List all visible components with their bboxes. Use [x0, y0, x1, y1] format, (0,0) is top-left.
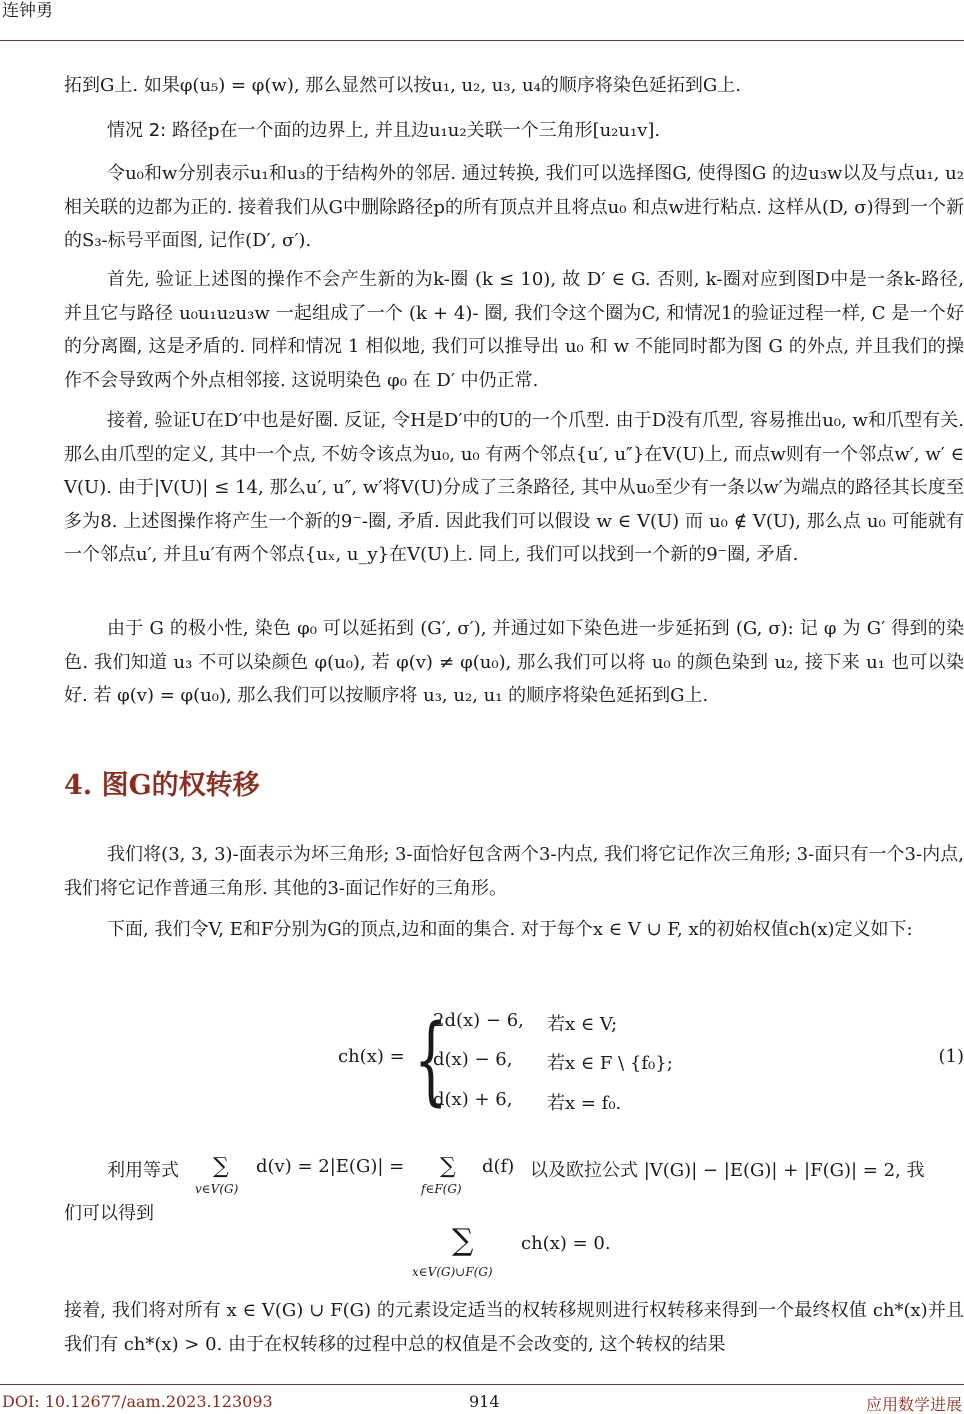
- paragraph-good-cycle: 接着, 验证U在D′中也是好圈. 反证, 令H是D′中的U的一个爪型. 由于D没有爪型, 容易推出u₀, w和爪型有关. 那么由爪型的定义, 其中一个点, 不妨令该点为u₀, u₀ 有两个邻点{u′, u″}在V(U)上, 而点w则有一个邻点w′, w′ ∈ V(U). 由于|V(U)| ≤ 14, 那么u′, u″, w′将V(U)分成了三条路径, 其中从u₀至少有一条以w′为端点的路径其长度至多为8. 上述图操作将产生一个新的9⁻-圈, 矛盾. 因此我们可以假设 w ∈ V(U) 而 u₀ ∉ V(U), 那么点 u₀ 可能就有一个邻点u′, 并且u′有两个邻点{uₓ, u_y}在V(U)上. 同上, 我们可以找到一个新的9⁻圈, 矛盾.: [64, 410, 964, 565]
- case-label: 情况 2:: [107, 120, 167, 141]
- sum-subscript: v∈V(G): [195, 1182, 239, 1196]
- footer-doi[interactable]: DOI: 10.12677/aam.2023.123093: [2, 1392, 273, 1411]
- equation-1-case-cond: 若x ∈ V;: [547, 1014, 618, 1035]
- footer-journal: 应用数学进展: [865, 1395, 962, 1414]
- paragraph-verify-cycle: 首先, 验证上述图的操作不会产生新的为k-圈 (k ≤ 10), 故 D′ ∈ G. 否则, k-圈对应到图D中是一条k-路径, 并且它与路径 u₀u₁u₂u₃w 一起组成了一个 (k + 4)- 圈, 我们令这个圈为C, 和情况1的验证过程一样, C 是一个好的分离圈, 这是矛盾的. 同样和情况 1 相似地, 我们可以推导出 u₀ 和 w 不能同时都为图 G 的外点, 并且我们的操作不会导致两个外点相邻接. 这说明染色 φ₀ 在 D′ 中仍正常.: [64, 269, 964, 391]
- sum-symbol: ∑: [440, 1154, 456, 1179]
- header-author: 连钟勇: [2, 1, 53, 21]
- paragraph-transform: 令u₀和w分别表示u₁和u₃的于结构外的邻居. 通过转换, 我们可以选择图G, 使得图G 的边u₃w以及与点u₁, u₂相关联的边都为正的. 接着我们从G中删除路径p的所有顶点并且将点u₀ 和点w进行粘点. 这样从(D, σ)得到一个新的S₃-标号平面图, 记作(D′, σ′).: [64, 163, 964, 251]
- paragraph-initial-weight: 下面, 我们令V, E和F分别为G的顶点,边和面的集合. 对于每个x ∈ V ∪ F, x的初始权值ch(x)定义如下:: [107, 919, 913, 940]
- sum-symbol: ∑: [452, 1223, 474, 1258]
- sum-symbol: ∑: [213, 1154, 229, 1179]
- sum-line-suffix: 以及欧拉公式 |V(G)| − |E(G)| + |F(G)| = 2, 我: [530, 1160, 925, 1181]
- footer-page-number: 914: [469, 1392, 500, 1411]
- equation-1-lhs: ch(x) =: [338, 1046, 405, 1067]
- section-title: 4. 图G的权转移: [64, 770, 260, 801]
- sum-line-prefix: 利用等式: [107, 1160, 179, 1181]
- sum-line-term2: d(f): [482, 1156, 515, 1177]
- sum-expression: ch(x) = 0.: [521, 1233, 611, 1254]
- equation-1-brace: {: [414, 1004, 448, 1116]
- paragraph-triangles: 我们将(3, 3, 3)-面表示为坏三角形; 3-面恰好包含两个3-内点, 我们将它记作次三角形; 3-面只有一个3-内点, 我们将它记作普通三角形. 其他的3-面记作好的三角形。: [64, 844, 964, 899]
- equation-1-case-expr: 2d(x) − 6,: [433, 1010, 524, 1031]
- equation-1-case-cond: 若x ∈ F \ {f₀};: [547, 1053, 673, 1074]
- equation-1-case-expr: d(x) + 6,: [433, 1089, 513, 1110]
- header-rule: [0, 40, 964, 41]
- paragraph-extend-coloring: 由于 G 的极小性, 染色 φ₀ 可以延拓到 (G′, σ′), 并通过如下染色进一步延拓到 (G, σ): 记 φ 为 G′ 得到的染色. 我们知道 u₃ 不可以染颜色 φ(u₀), 若 φ(v) ≠ φ(u₀), 那么我们可以将 u₀ 的颜色染到 u₂, 接下来 u₁ 也可以染好. 若 φ(v) = φ(u₀), 那么我们可以按顺序将 u₃, u₂, u₁ 的顺序将染色延拓到G上.: [64, 618, 964, 706]
- footer-rule: [0, 1384, 964, 1385]
- paragraph-case-2: [64, 114, 964, 148]
- sum-subscript: x∈V(G)∪F(G): [412, 1265, 493, 1279]
- equation-1-case-cond: 若x = f₀.: [547, 1093, 622, 1114]
- equation-number: (1): [938, 1046, 964, 1067]
- paragraph-continuation: 拓到G上. 如果φ(u₅) = φ(w), 那么显然可以按u₁, u₂, u₃, u₄的顺序将染色延拓到G上.: [64, 75, 741, 96]
- equation-1-case-expr: d(x) − 6,: [433, 1049, 513, 1070]
- sum-line-continuation: 们可以得到: [64, 1203, 154, 1224]
- case-2-text: 路径p在一个面的边界上, 并且边u₁u₂关联一个三角形[u₂u₁v].: [171, 120, 661, 141]
- paragraph-final-weight: 接着, 我们将对所有 x ∈ V(G) ∪ F(G) 的元素设定适当的权转移规则进行权转移来得到一个最终权值 ch*(x)并且我们有 ch*(x) > 0. 由于在权转移的过程中总的权值是不会改变的, 这个转权的结果: [64, 1300, 964, 1355]
- sum-subscript: f∈F(G): [421, 1182, 462, 1196]
- sum-line-term1: d(v) = 2|E(G)| =: [256, 1156, 405, 1177]
